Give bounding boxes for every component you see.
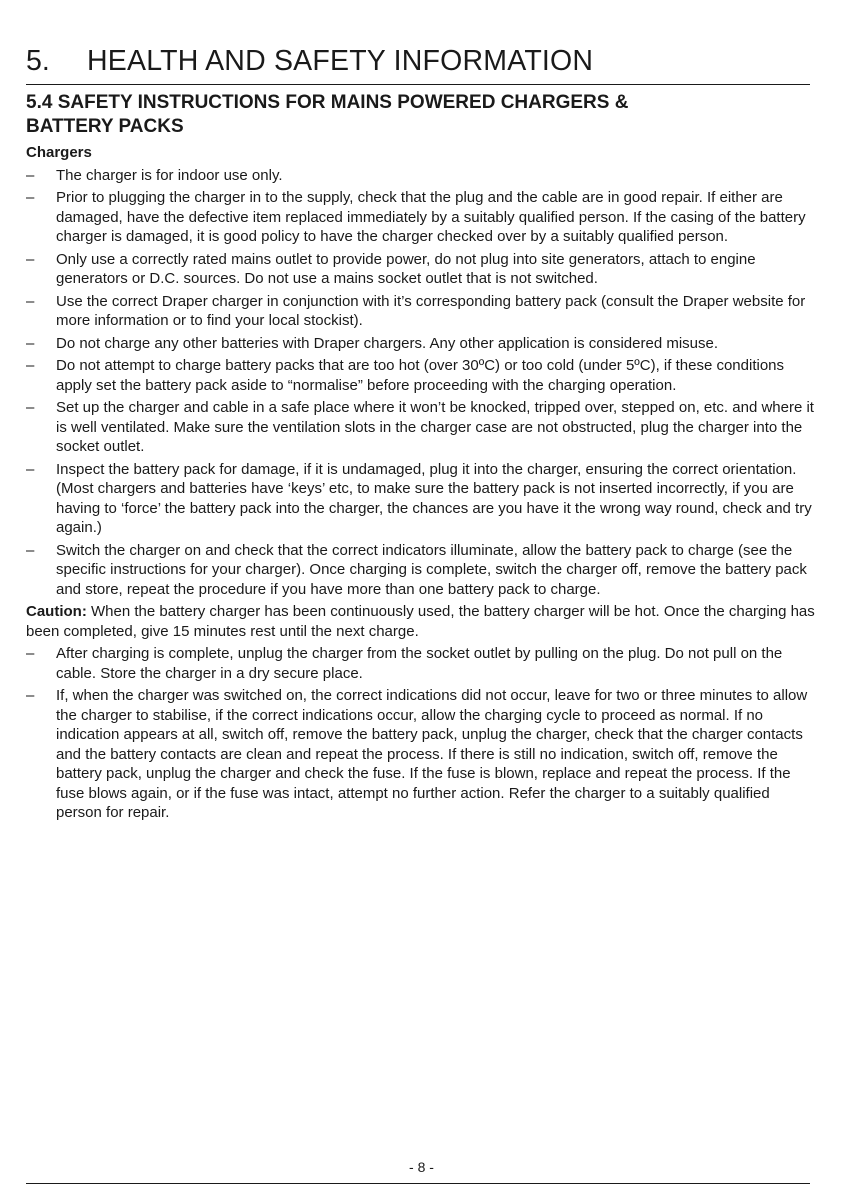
list-item-text: Use the correct Draper charger in conjunction with it’s corresponding battery pack (consult the Draper website for more information or to find your local stockist).	[56, 292, 806, 329]
list-item-text: Set up the charger and cable in a safe place where it won’t be knocked, tripped over, stepped on, etc. and where it is well ventilated. Make sure the ventilation slots in the charger case are not obstructed, plug the charger into the socket outlet.	[56, 399, 814, 455]
dash-bullet: –	[26, 645, 35, 662]
after-charging-list	[26, 644, 816, 823]
chargers-heading: Chargers	[26, 144, 92, 161]
list-item-text: If, when the charger was switched on, the correct indications did not occur, leave for two or three minutes to allow the charger to stabilise, if the correct indications occur, allow the charging cycle to proceed as normal. If no indication appears at all, switch off, remove the battery pack, unplug the charger, check that the charger contacts and the battery contacts are clean and repeat the process. If there is still no indication, switch off, remove the battery pack, unplug the charger and check the fuse. If the fuse is blown, replace and repeat the process. If the fuse blows again, or if the fuse was intact, attempt no further action. Refer the charger to a suitably qualified person for repair.	[56, 687, 808, 821]
list-item-text: After charging is complete, unplug the charger from the socket outlet by pulling on the plug. Do not pull on the cable. Store the charger in a dry secure place.	[56, 645, 783, 682]
list-item-text: Prior to plugging the charger in to the supply, check that the plug and the cable are in good repair. If either are damaged, have the defective item replaced immediately by a suitably qualified person. If the casing of the battery charger is damaged, it is good policy to have the charger checked over by a suitably qualified person.	[56, 189, 806, 245]
list-item	[26, 686, 816, 823]
dash-bullet: –	[26, 250, 35, 268]
list-item-text: The charger is for indoor use only.	[56, 166, 283, 184]
list-item	[26, 460, 816, 538]
list-item	[26, 541, 816, 600]
dash-bullet: –	[26, 292, 35, 310]
list-item	[26, 250, 816, 289]
subsection-title	[26, 91, 806, 139]
dash-bullet: –	[26, 357, 35, 374]
page-number: - 8 -	[409, 1159, 434, 1175]
dash-bullet: –	[26, 189, 35, 206]
list-item	[26, 166, 816, 186]
section-header	[26, 44, 810, 85]
list-item	[26, 334, 816, 354]
list-item	[26, 398, 816, 457]
dash-bullet: –	[26, 687, 35, 704]
list-item	[26, 188, 816, 247]
page-content	[26, 143, 816, 826]
list-item	[26, 644, 816, 683]
dash-bullet: –	[26, 334, 35, 352]
dash-bullet: –	[26, 460, 35, 478]
list-item-text: Do not charge any other batteries with Draper chargers. Any other application is considered misuse.	[56, 334, 719, 352]
list-item-text: Only use a correctly rated mains outlet to provide power, do not plug into site generators, attach to engine generators or D.C. sources. Do not use a mains socket outlet that is not switched.	[56, 250, 756, 287]
dash-bullet: –	[26, 399, 35, 416]
subsection-title-line-2: BATTERY PACKS	[26, 116, 184, 137]
section-title: HEALTH AND SAFETY INFORMATION	[87, 45, 594, 77]
section-number: 5.	[26, 45, 50, 77]
caution-note	[26, 602, 816, 641]
dash-bullet: –	[26, 541, 35, 559]
chargers-list	[26, 166, 816, 600]
list-item-text: Do not attempt to charge battery packs that are too hot (over 30ºC) or too cold (under 5ºC), if these conditions apply set the battery pack aside to “normalise” before proceeding with the charging operation.	[56, 357, 785, 394]
list-item-text: Inspect the battery pack for damage, if it is undamaged, plug it into the charger, ensuring the correct orientation. (Most chargers and batteries have ‘keys’ etc, to make sure the battery pack is not inserted incorrectly, if you are having to ‘force’ the battery pack into the charger, the chances are you have it the wrong way round, check and try again.)	[56, 460, 812, 536]
list-item	[26, 356, 816, 395]
footer-divider	[26, 1183, 810, 1184]
subsection-title-line-1: 5.4 SAFETY INSTRUCTIONS FOR MAINS POWERED CHARGERS &	[26, 92, 629, 113]
caution-text: When the battery charger has been continuously used, the battery charger will be hot. Once the charging has been completed, give 15 minutes rest until the next charge.	[26, 603, 815, 640]
list-item	[26, 292, 816, 331]
caution-label: Caution:	[26, 603, 87, 620]
list-item-text: Switch the charger on and check that the correct indicators illuminate, allow the battery pack to charge (see the specific instructions for your charger). Once charging is complete, switch the charger off, remove the battery pack and store, repeat the procedure if you have more than one battery pack to charge.	[56, 541, 807, 598]
dash-bullet: –	[26, 166, 35, 184]
